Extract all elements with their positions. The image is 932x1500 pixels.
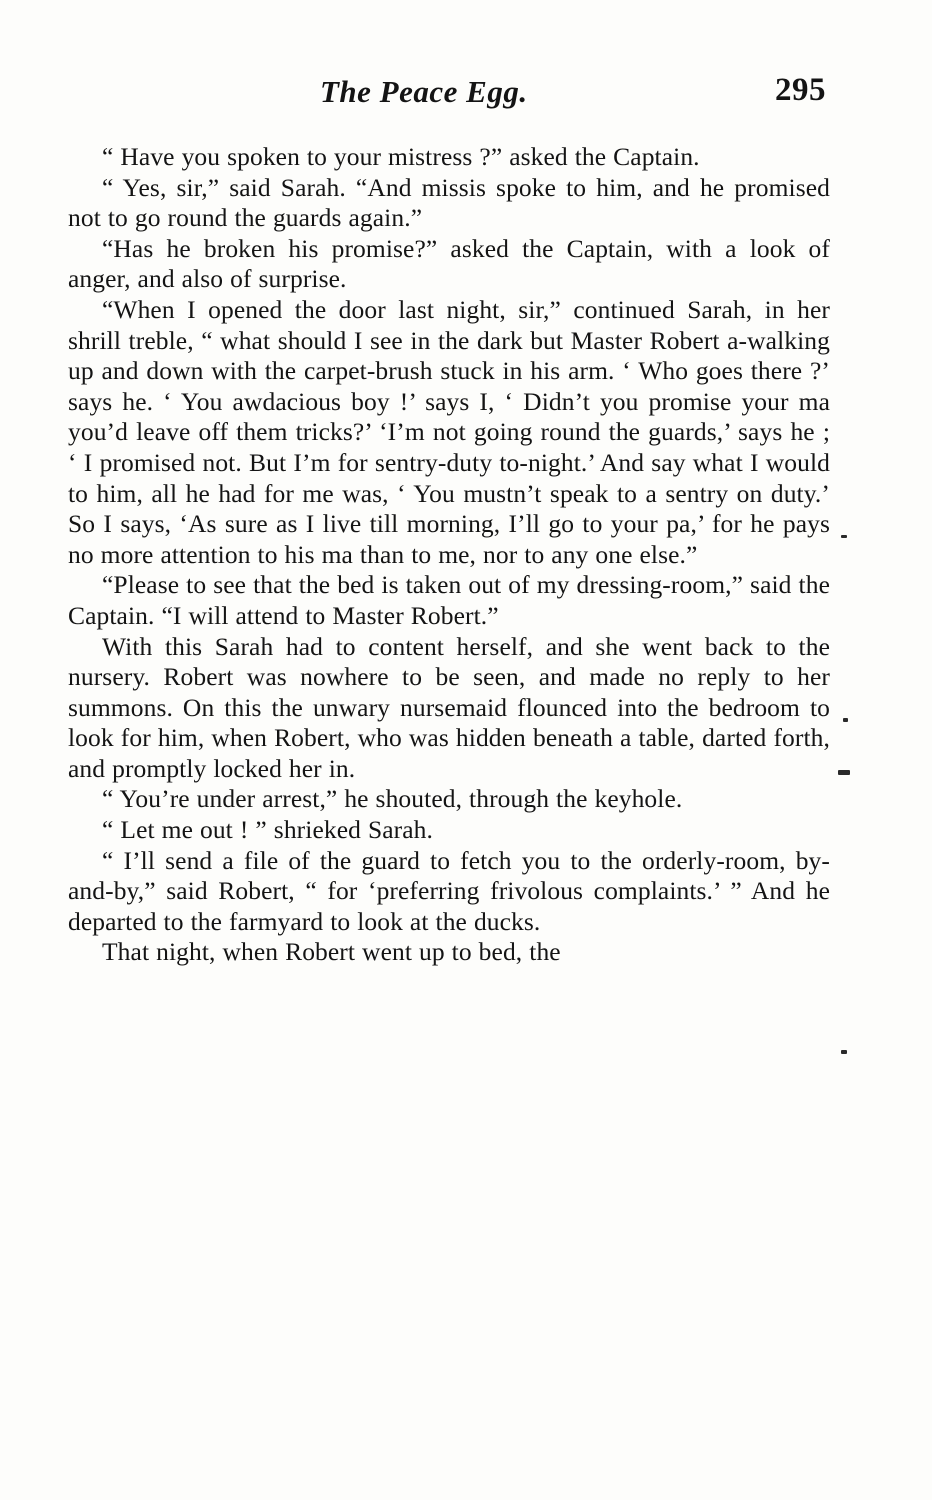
paragraph: That night, when Robert went up to bed, the bbox=[102, 937, 561, 967]
page-header bbox=[70, 74, 830, 118]
paragraph: “Please to see that the bed is taken out of my dressing-room,” said the Captain. “I will attend to Master Robert.” bbox=[68, 570, 830, 630]
scan-speck bbox=[841, 535, 847, 538]
paragraph: “ You’re under arrest,” he shouted, through the keyhole. bbox=[102, 784, 683, 814]
paragraph: “When I opened the door last night, sir,” continued Sarah, in her shrill treble, “ what should I see in the dark but Master Robert a-walking up and down with the carpet-brush stuck in his arm. ‘ Who goes there ?’ says he. ‘ You awdacious boy !’ says I, ‘ Didn’t you promise your ma you’d leave off them tricks?’ ‘I’m not going round the guards,’ says he ; ‘ I promised not. But I’m for sentry-duty to-night.’ And say what I would to him, all he had for me was, ‘ You mustn’t speak to a sentry on duty.’ So I says, ‘As sure as I live till morning, I’ll go to your pa,’ for he pays no more attention to his ma than to me, nor to any one else.” bbox=[68, 294, 830, 569]
paragraph: “ Have you spoken to your mistress ?” asked the Captain. bbox=[102, 142, 700, 171]
scan-speck bbox=[843, 718, 848, 722]
scan-speck bbox=[838, 770, 850, 775]
paragraph: “ Let me out ! ” shrieked Sarah. bbox=[102, 815, 433, 845]
paragraph: With this Sarah had to content herself, and she went back to the nursery. Robert was nowhere to be seen, and made no reply to her summons. On this the unwary nursemaid flounced into the bedroom to look for him, when Robert, who was hidden beneath a table, darted forth, and promptly locked her in. bbox=[68, 631, 830, 783]
running-head-title: The Peace Egg. bbox=[320, 74, 528, 109]
paragraph: “ I’ll send a file of the guard to fetch you to the orderly-room, by-and-by,” said Robert, “ for ‘preferring frivolous complaints.’ ” And he departed to the farmyard to look at the ducks. bbox=[68, 845, 830, 936]
scan-speck bbox=[841, 1050, 847, 1054]
paragraph: “Has he broken his promise?” asked the Captain, with a look of anger, and also of surprise. bbox=[68, 233, 830, 294]
paragraph: “ Yes, sir,” said Sarah. “And missis spoke to him, and he promised not to go round the guards again.” bbox=[68, 172, 830, 233]
page-number: 295 bbox=[775, 72, 826, 108]
page-body bbox=[68, 142, 830, 968]
